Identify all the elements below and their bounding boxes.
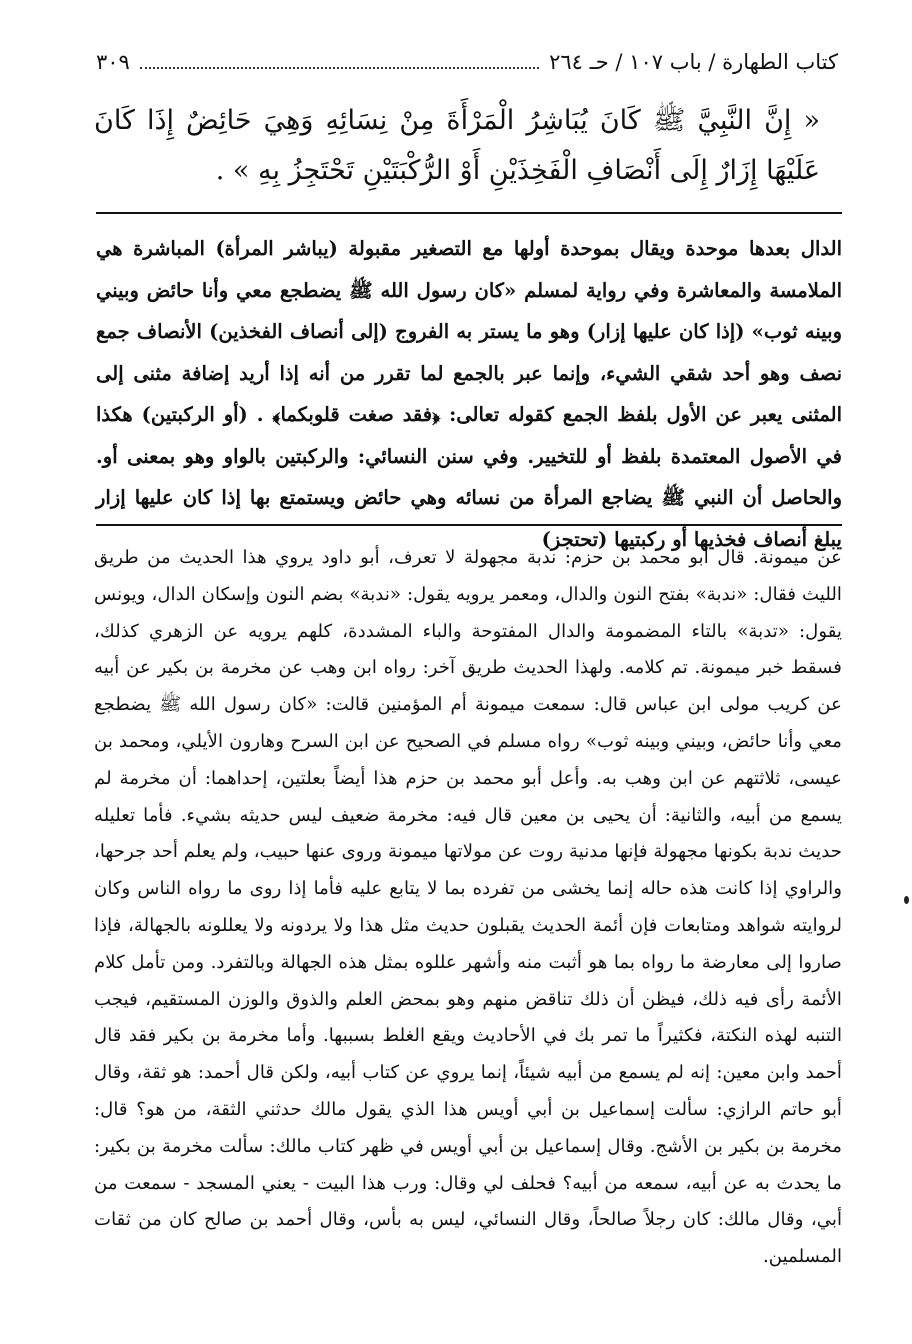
running-title: كتاب الطهارة / باب ١٠٧ / حـ ٢٦٤: [549, 50, 838, 74]
leader-dots: [140, 67, 539, 69]
commentary-text: الدال بعدها موحدة ويقال بموحدة أولها مع التصغير مقبولة (يباشر المرأة) المباشرة هي الملامسة والمعاشرة وفي رواية لمسلم «كان رسول الله ﷺ يضطجع معي وأنا حائض وبيني وبينه ثوب» (إذا كان عليها إزار) وهو ما يستر به الفروج (إلى أنصاف الفخذين) الأنصاف جمع نصف وهو أحد شقي الشيء، وإنما عبر بالجمع لما تقرر من أنه إذا أريد إضافة مثنى إلى المثنى يعبر عن الأول بلفظ الجمع كقوله تعالى: ﴿فقد صغت قلوبكما﴾ . (أو الركبتين) هكذا في الأصول المعتمدة بلفظ أو للتخيير. وفي سنن النسائي: والركبتين بالواو وهو بمعنى أو. والحاصل أن النبي ﷺ يضاجع المرأة من نسائه وهي حائض ويستمتع بها إذا كان عليها إزار يبلغ أنصاف فخذيها أو ركبتيها (تحتجز): [96, 237, 842, 551]
margin-mark: [904, 896, 909, 904]
commentary-section: [96, 228, 842, 560]
hadith-text: « إِنَّ النَّبِيَّ ﷺ كَانَ يُبَاشِرُ الْمَرْأَةَ مِنْ نِسَائِهِ وَهِيَ حَائِضٌ إِذَا كَانَ عَلَيْهَا إِزَارٌ إِلَى أَنْصَافِ الْفَخِذَيْنِ أَوْ الرُّكْبَتَيْنِ تَحْتَجِزُ بِهِ » .: [94, 105, 820, 186]
page-number: ٣٠٩: [96, 50, 130, 74]
footnote-section: [94, 540, 842, 1276]
divider-footnote: [96, 524, 842, 526]
divider-top: [96, 212, 842, 214]
running-header: [96, 44, 838, 80]
footnote-text: عن ميمونة. قال أبو محمد بن حزم: ندبة مجهولة لا تعرف، أبو داود يروي هذا الحديث من طريق الليث فقال: «ندبة» بفتح النون والدال، ومعمر يرويه يقول: «ندبة» بضم النون وإسكان الدال، ويونس يقول: «تدبة» بالتاء المضمومة والدال المفتوحة والباء المشددة، كلهم يرويه عن الزهري كذلك، فسقط خبر ميمونة. تم كلامه. ولهذا الحديث طريق آخر: رواه ابن وهب عن مخرمة بن بكير عن أبيه عن كريب مولى ابن عباس قال: سمعت ميمونة أم المؤمنين قالت: «كان رسول الله ﷺ يضطجع معي وأنا حائض، وبيني وبينه ثوب» رواه مسلم في الصحيح عن ابن السرح وهارون الأيلي، ومحمد بن عيسى، ثلاثتهم عن ابن وهب به. وأعل أبو محمد بن حزم هذا أيضاً بعلتين، إحداهما: أن مخرمة لم يسمع من أبيه، والثانية: أن يحيى بن معين قال فيه: مخرمة ضعيف ليس حديثه بشيء. فأما تعليله حديث ندبة بكونها مجهولة فإنها مدنية روت عن مولاتها ميمونة وروى عنها حبيب، ولم يعلم أحد جرحها، والراوي إذا كانت هذه حاله إنما يخشى من تفرده بما لا يتابع عليه فأما إذا روى ما رواه الناس وكان لروايته شواهد ومتابعات فإن أئمة الحديث يقبلون حديث مثل هذا ولا يردونه ولا يعللونه بالجهالة، فإذا صاروا إلى معارضة ما رواه بما هو أثبت منه وأشهر عللوه بمثل هذه الجهالة وبالتفرد. ومن تأمل كلام الأئمة رأى فيه ذلك، فيظن أن ذلك تناقض منهم وهو بمحض العلم والذوق والوزن المستقيم، فيجب التنبه لهذه النكتة، فكثيراً ما تمر بك في الأحاديث ويقع الغلط بسببها. وأما مخرمة بن بكير فقد قال أحمد وابن معين: إنه لم يسمع من أبيه شيئاً، إنما يروي عن كتاب أبيه، ولكن قال أحمد: هو ثقة، وقال أبو حاتم الرازي: سألت إسماعيل بن أبي أويس هذا الذي يقول مالك حدثني الثقة، من هو؟ قال: مخرمة بن بكير بن الأشج. وقال إسماعيل بن أبي أويس في ظهر كتاب مالك: سألت مخرمة بن بكير: ما يحدث به عن أبيه، سمعه من أبيه؟ فحلف لي وقال: ورب هذا البيت - يعني المسجد - سمعت من أبي، وقال مالك: كان رجلاً صالحاً، وقال النسائي، ليس به بأس، وقال أحمد بن صالح كان من ثقات المسلمين.: [94, 547, 842, 1268]
